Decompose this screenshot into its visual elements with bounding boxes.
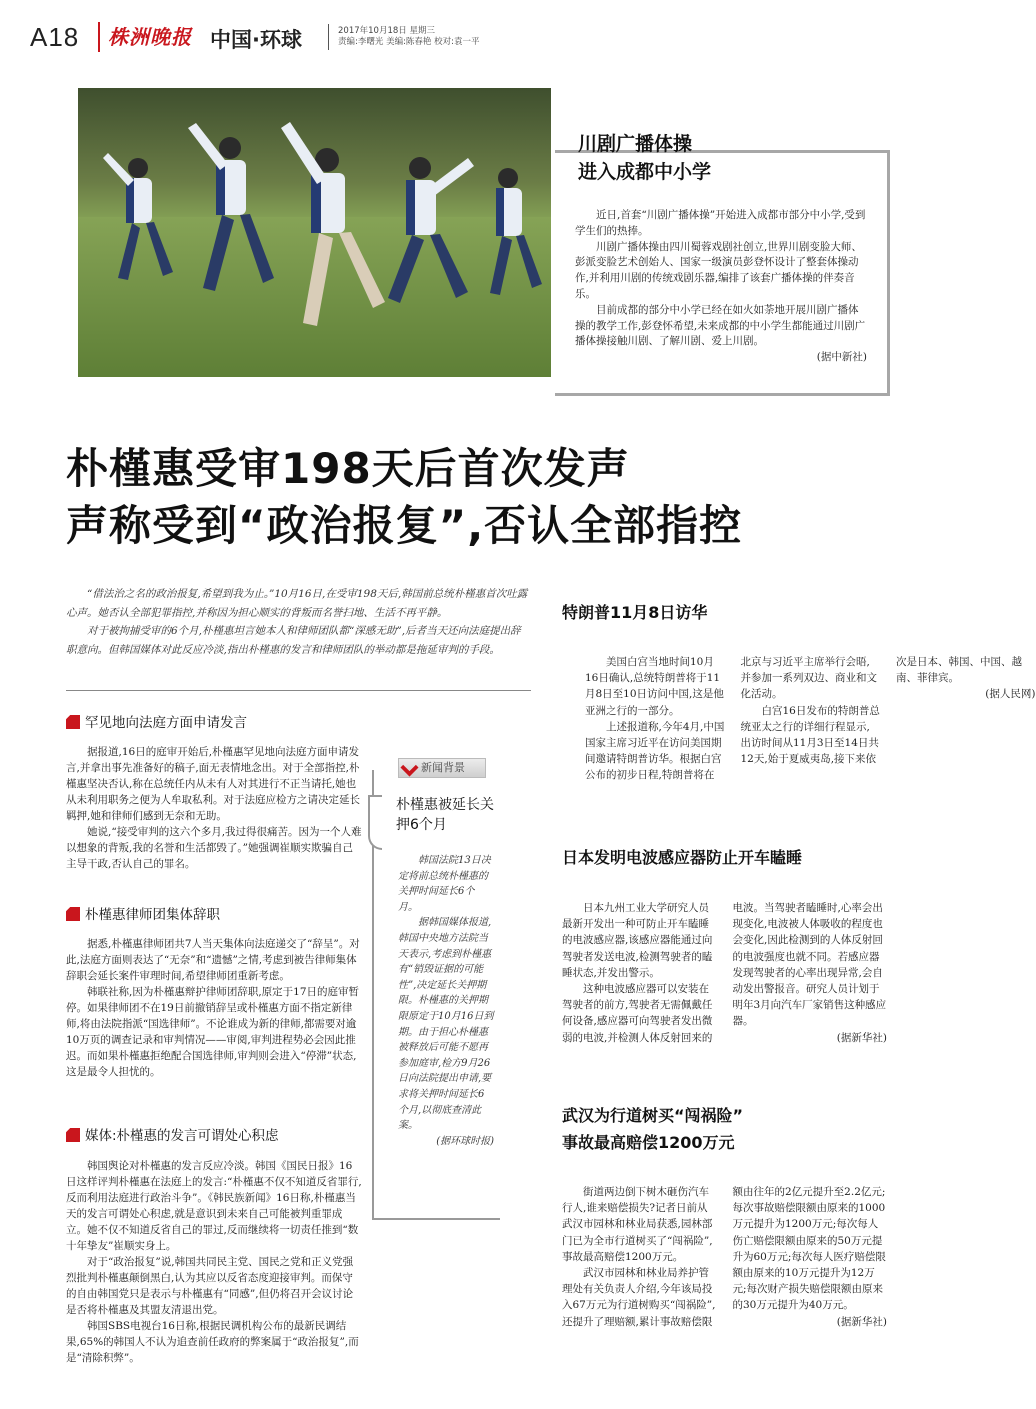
japan-paragraph: 日本九州工业大学研究人员最新开发出一种可防止开车瞌睡的电波感应器,该感应器能通过向驾驶者发送电波,检测驾驶者的瞌睡状态,并发出警示。	[562, 902, 713, 979]
japan-source: (据新华社)	[836, 1031, 887, 1044]
section2-heading	[66, 906, 220, 924]
section3-paragraph: 对于“政治报复”说,韩国共同民主党、国民之党和正义党强烈批判朴槿惠颠倒黑白,认为其应以反省态度迎接审判。而保守的自由韩国党只是表示与朴槿惠有“同感”,但仍将召开会议讨论是否将朴槿惠及其盟友清退出党。	[66, 1256, 354, 1316]
wuhan-title-line1: 武汉为行道树买“闯祸险”	[562, 1106, 744, 1125]
section3-paragraph: 韩国SBS电视台16日称,根据民调机构公布的最新民调结果,65%的韩国人不认为追查前任政府的弊案属于“政治报复”,而是“清除积弊”。	[66, 1320, 359, 1364]
wuhan-source: (据新华社)	[836, 1315, 887, 1328]
feature-title-line2: 进入成都中小学	[578, 161, 712, 183]
section2-body	[66, 936, 362, 1080]
sidebar-paragraph: 韩国法院13日决定将前总统朴槿惠的关押时间延长6个月。	[398, 855, 491, 913]
header-divider	[98, 22, 100, 52]
section3-heading	[66, 1127, 279, 1145]
lede-paragraph: “借法治之名的政治报复,希望到我为止。”10月16日,在受审198天后,韩国前总统朴槿惠首次吐露心声。她否认全部犯罪指控,并称因为担心顺实的背叛而名誉扫地、生活不再平静。	[66, 588, 528, 619]
section1-heading-text: 罕见地向法庭方面申请发言	[85, 715, 247, 731]
feature-body	[575, 208, 867, 366]
section3-paragraph: 韩国舆论对朴槿惠的发言反应冷淡。韩国《国民日报》16日这样评判朴槿惠在法庭上的发言:“朴槿惠不仅不知道反省罪行,反而利用法庭进行政治斗争”。《韩民族新闻》16日称,朴槿惠当天的发言可谓处心积虑,就是意识到未来自己可能被判重罪成立。她不仅不知道反省自己的罪过,反而继续将一切责任推到“数十年挚友”崔顺实身上。	[66, 1160, 362, 1252]
section3-heading-text: 媒体:朴槿惠的发言可谓处心积虑	[85, 1128, 279, 1144]
lede	[66, 585, 531, 659]
wuhan-paragraph: 武汉市园林和林业局养护管理处有关负责人介绍,今年该局投入67万元为行道树购买“闯祸险”,还提升了理赔额,累计事故赔偿限额由往年的2亿元提升至2.2亿元;每次事故赔偿限额由原来的1000万元提升为1200万元;每次每人伤亡赔偿限额由原来的50万元提升为60万元;每次每人医疗赔偿限额由原来的10万元提升为12万元;每次财产损失赔偿限额由原来的30万元提升为40万元。	[562, 1186, 886, 1328]
section-mark-icon	[66, 907, 80, 921]
section3-body	[66, 1158, 362, 1366]
lede-divider	[66, 690, 531, 691]
section1-heading	[66, 714, 247, 732]
sidebar-body	[398, 853, 494, 1149]
trump-paragraph: 上述报道称,今年4月,中国国家主席习近平在访问美国期间邀请特朗普访华。根据白宫公布的初步日程,特朗普将在北京与习近平主席举行会晤,并参加一系列双边、商业和文化活动。	[585, 656, 877, 782]
section-name: 中国·环球	[210, 28, 302, 52]
feature-paragraph: 近日,首套“川剧广播体操”开始进入成都市部分中小学,受到学生们的热捧。	[575, 209, 866, 237]
section1-paragraph: 她说,“接受审判的这六个多月,我过得很痛苦。因为一个人难以想象的背叛,我的名誉和生活都毁了。”她强调崔顺实欺骗自己主导干政,否认自己的罪名。	[66, 826, 362, 870]
feature-title	[578, 130, 711, 186]
headline-line2: 声称受到“政治报复”,否认全部指控	[66, 501, 743, 550]
section1-body	[66, 744, 362, 872]
section2-paragraph: 据悉,朴槿惠律师团共7人当天集体向法庭递交了“辞呈”。对此,法庭方面则表达了“无奈”和“遗憾”之情,考虑到被告律师集体辞职会延长案件审理时间,希望律师团重新考虑。	[66, 938, 360, 982]
japan-body	[562, 900, 887, 1062]
newspaper-logo: 株洲晚报	[108, 25, 192, 49]
sidebar-title: 朴槿惠被延长关押6个月	[396, 797, 494, 833]
arrow-icon	[400, 758, 418, 776]
section-mark-icon	[66, 715, 80, 729]
sidebar-source: (据环球时报)	[436, 1135, 494, 1147]
feature-paragraph: 目前成都的部分中小学已经在如火如荼地开展川剧广播体操的教学工作,彭登怀希望,未来成都的中小学生都能通过川剧广播体操接触川剧、了解川剧、爱上川剧。	[575, 303, 866, 348]
section-mark-icon	[66, 1128, 80, 1142]
wuhan-title	[562, 1102, 743, 1156]
header-divider-2	[328, 24, 329, 50]
trump-title: 特朗普11月8日访华	[562, 603, 708, 622]
wuhan-title-line2: 事故最高赔偿1200万元	[562, 1133, 735, 1152]
wuhan-body	[562, 1184, 887, 1378]
lede-paragraph: 对于被拘捕受审的6个月,朴槿惠坦言她本人和律师团队都“深感无助”,后者当天还向法庭提出辞职意向。但韩国媒体对此反应冷淡,指出朴槿惠的发言和律师团队的举动都是拖延审判的手段。	[66, 625, 521, 656]
feature-photo	[78, 88, 551, 377]
japan-paragraph: 这种电波感应器可以安装在驾驶者的前方,驾驶者无需佩戴任何设备,感应器可向驾驶者发出微弱的电波,并检测人体反射回来的电波。当驾驶者瞌睡时,心率会出现变化,电波被人体吸收的程度也会变化,因此检测到的人体反射回的电波强度也就不同。若感应器发现驾驶者的心率出现异常,会自动发出警报音。研究人员计划于明年3月向汽车厂家销售这种感应器。	[562, 902, 887, 1044]
section1-paragraph: 据报道,16日的庭审开始后,朴槿惠罕见地向法庭方面申请发言,并拿出事先准备好的稿子,面无表情地念出。对于全部指控,朴槿惠坚决否认,称在总统任内从未有人对其进行不正当请托,她也从未利用职务之便为人牟取私利。对于法庭应检方之请决定延长羁押,她和律师们感到无奈和无助。	[66, 746, 360, 822]
wuhan-paragraph: 街道两边倒下树木砸伤汽车行人,谁来赔偿损失?记者日前从武汉市园林和林业局获悉,园林部门已为全市行道树买了“闯祸险”,事故最高赔偿1200万元。	[562, 1186, 713, 1263]
page-number: A18	[30, 22, 80, 52]
trump-paragraph: 美国白宫当地时间10月16日确认,总统特朗普将于11月8日至10日访问中国,这是他亚洲之行的一部分。	[585, 656, 724, 717]
feature-paragraph: 川剧广播体操由四川蜀蓉戏剧社创立,世界川剧变脸大师、彭派变脸艺术创始人、国家一级演员彭登怀设计了整套体操动作,并利用川剧的传统戏剧乐器,编排了该套广播体操的伴奏音乐。	[575, 240, 862, 300]
japan-title: 日本发明电波感应器防止开车瞌睡	[562, 848, 803, 867]
news-background-tag	[398, 758, 486, 778]
dancing-students-illustration	[78, 88, 551, 377]
headline-line1: 朴槿惠受审198天后首次发声	[66, 444, 630, 493]
editor-line: 责编:李曙光 美编:陈春艳 校对:袁一平	[338, 37, 480, 47]
trump-source: (据人民网)	[985, 688, 1036, 701]
feature-title-line1: 川剧广播体操	[578, 133, 693, 155]
sidebar-frame-notch	[368, 795, 382, 850]
trump-paragraph: 白宫16日发布的特朗普总统亚太之行的详细行程显示,出访时间从11月3日至14日共12天,始于夏威夷岛,接下来依次是日本、韩国、中国、越南、菲律宾。	[740, 656, 1022, 766]
header-meta	[338, 26, 480, 48]
trump-body	[585, 654, 1036, 798]
section2-paragraph: 韩联社称,因为朴槿惠辩护律师团辞职,原定于17日的庭审暂停。如果律师团不在19日前撤销辞呈或朴槿惠方面不指定新律师,将由法院指派“国选律师”。不论谁成为新的律师,都需要对逾10万页的调查记录和审判情况——审阅,审判进程势必会因此推迟。而如果朴槿惠拒绝配合国选律师,审判则会进入“停滞”状态,这是最令人担忧的。	[66, 986, 360, 1078]
feature-source: (据中新社)	[816, 351, 867, 364]
sidebar-paragraph: 据韩国媒体报道,韩国中央地方法院当天表示,考虑到朴槿惠有“销毁证据的可能性”,决定延长关押期限。朴槿惠的关押期限原定于10月16日到期。由于担心朴槿惠被释放后可能不愿再参加庭审,检方9月26日向法院提出申请,要求将关押时间延长6个月,以彻底查清此案。	[398, 917, 494, 1132]
news-background-label: 新闻背景	[421, 761, 465, 774]
student-figures	[103, 122, 542, 326]
date-line: 2017年10月18日 星期三	[338, 26, 435, 36]
section2-heading-text: 朴槿惠律师团集体辞职	[85, 907, 220, 923]
main-headline	[66, 440, 956, 554]
